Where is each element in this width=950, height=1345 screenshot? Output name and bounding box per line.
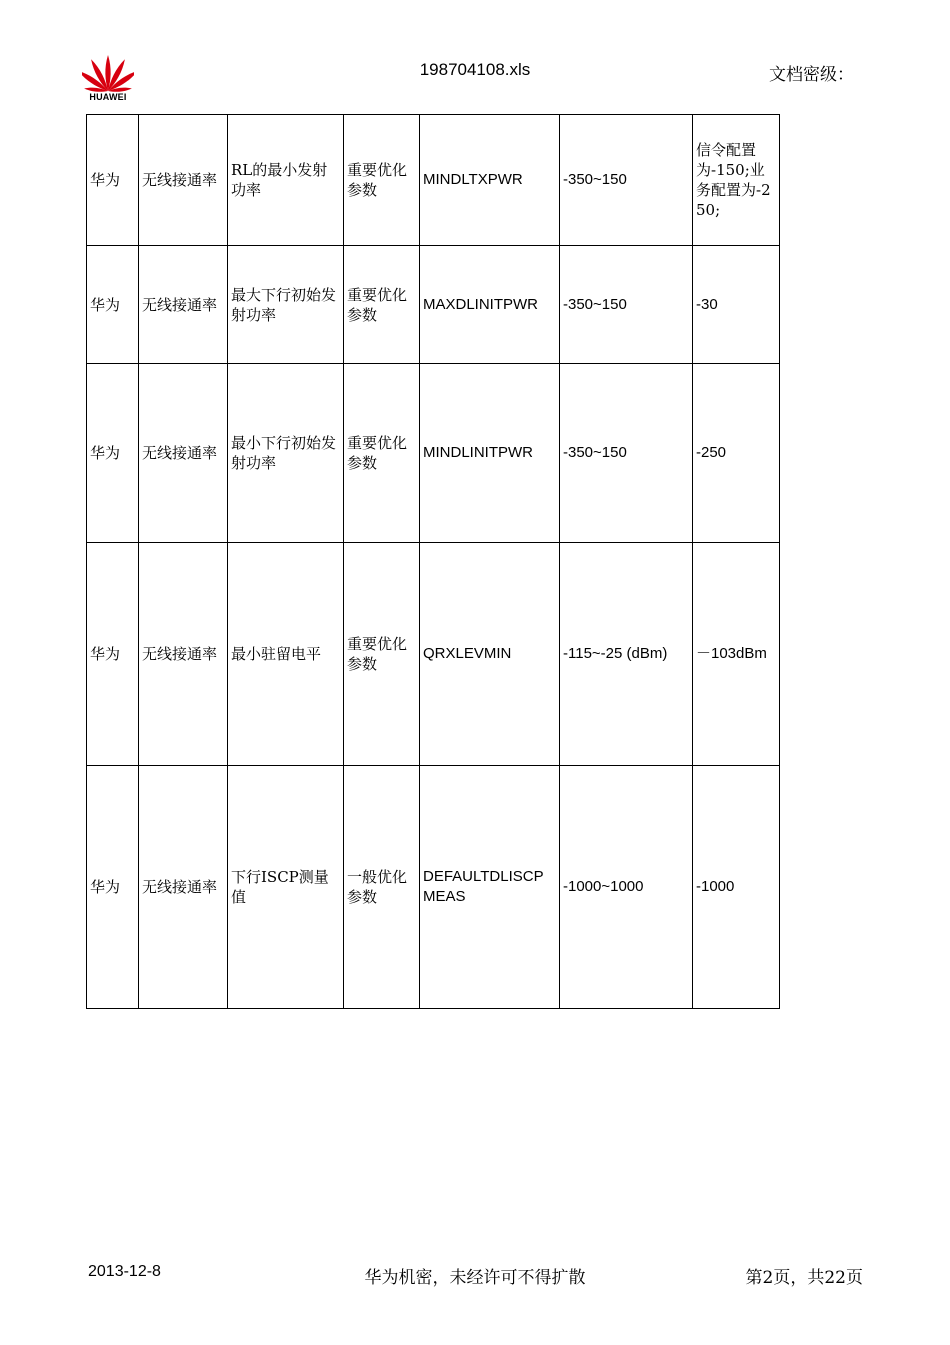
category-cell: 无线接通率 [139, 364, 228, 543]
logo-text: HUAWEI [89, 92, 127, 102]
param-code-cell: QRXLEVMIN [420, 543, 560, 766]
param-code-cell: DEFAULTDLISCPMEAS [420, 766, 560, 1009]
recommended-cell: -1000 [693, 766, 780, 1009]
table-row [87, 766, 780, 1009]
table-row [87, 115, 780, 246]
table-row [87, 543, 780, 766]
level-cell: 重要优化参数 [344, 543, 420, 766]
category-cell: 无线接通率 [139, 246, 228, 364]
footer-confidential-notice: 华为机密，未经许可不得扩散 [364, 1268, 586, 1288]
param-name-cell: 下行ISCP测量值 [228, 766, 344, 1009]
param-name-cell: 最小下行初始发射功率 [228, 364, 344, 543]
recommended-cell: 信令配置为-150;业务配置为-250; [693, 115, 780, 246]
category-cell: 无线接通率 [139, 115, 228, 246]
param-name-cell: 最大下行初始发射功率 [228, 246, 344, 364]
vendor-cell: 华为 [87, 115, 139, 246]
footer-page-number: 第2页，共22页 [745, 1268, 863, 1288]
level-cell: 一般优化参数 [344, 766, 420, 1009]
level-cell: 重要优化参数 [344, 246, 420, 364]
category-cell: 无线接通率 [139, 543, 228, 766]
category-cell: 无线接通率 [139, 766, 228, 1009]
table-row [87, 246, 780, 364]
table-row [87, 364, 780, 543]
footer-date: 2013-12-8 [88, 1263, 161, 1280]
vendor-cell: 华为 [87, 543, 139, 766]
parameter-table [86, 114, 780, 1009]
param-name-cell: 最小驻留电平 [228, 543, 344, 766]
huawei-petals-icon [82, 54, 134, 92]
range-cell: -350~150 [560, 364, 693, 543]
recommended-cell: -30 [693, 246, 780, 364]
level-cell: 重要优化参数 [344, 115, 420, 246]
vendor-cell: 华为 [87, 364, 139, 543]
param-code-cell: MAXDLINITPWR [420, 246, 560, 364]
recommended-cell: -250 [693, 364, 780, 543]
recommended-cell: －103dBm [693, 543, 780, 766]
huawei-logo [82, 54, 134, 104]
level-cell: 重要优化参数 [344, 364, 420, 543]
param-name-cell: RL的最小发射功率 [228, 115, 344, 246]
vendor-cell: 华为 [87, 246, 139, 364]
classification-label: 文档密级： [769, 65, 854, 85]
vendor-cell: 华为 [87, 766, 139, 1009]
param-code-cell: MINDLTXPWR [420, 115, 560, 246]
range-cell: -115~-25 (dBm) [560, 543, 693, 766]
range-cell: -1000~1000 [560, 766, 693, 1009]
range-cell: -350~150 [560, 115, 693, 246]
range-cell: -350~150 [560, 246, 693, 364]
param-code-cell: MINDLINITPWR [420, 364, 560, 543]
document-filename: 198704108.xls [419, 60, 531, 79]
